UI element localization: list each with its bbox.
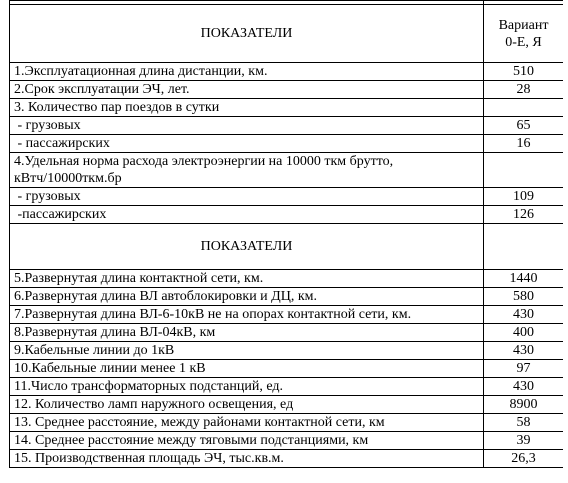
table-row [10, 288, 564, 306]
row-label: 4.Удельная норма расхода электроэнергии на 10000 ткм брутто, кВтч/10000ткм.бр [10, 153, 484, 188]
table-row [10, 432, 564, 450]
row-label: 5.Развернутая длина контактной сети, км. [10, 270, 484, 288]
table-row [10, 206, 564, 224]
section2-header-empty [484, 224, 564, 270]
row-value [484, 153, 564, 188]
variant-header-line1: Вариант [498, 17, 549, 33]
row-label: 2.Срок эксплуатации ЭЧ, лет. [10, 81, 484, 99]
row-value: 16 [484, 135, 564, 153]
row-label: 3. Количество пар поездов в сутки [10, 99, 484, 117]
table-row [10, 342, 564, 360]
table-row [10, 63, 564, 81]
row-label: 12. Количество ламп наружного освещения, ед [10, 396, 484, 414]
row-label: - грузовых [10, 117, 484, 135]
variant-header [484, 5, 564, 63]
table-row [10, 378, 564, 396]
row-label: 1.Эксплуатационная длина дистанции, км. [10, 63, 484, 81]
row-value: 65 [484, 117, 564, 135]
table-row [10, 135, 564, 153]
row-label: - грузовых [10, 188, 484, 206]
table-row [10, 81, 564, 99]
section2-header: ПОКАЗАТЕЛИ [10, 224, 484, 270]
row-label: 13. Среднее расстояние, между районами контактной сети, км [10, 414, 484, 432]
table-row [10, 117, 564, 135]
row-value [484, 99, 564, 117]
row-value: 430 [484, 378, 564, 396]
row-value: 580 [484, 288, 564, 306]
table-row [10, 360, 564, 378]
table-row [10, 450, 564, 468]
header-row [10, 5, 564, 63]
row-label: 10.Кабельные линии менее 1 кВ [10, 360, 484, 378]
table-row [10, 396, 564, 414]
table-row [10, 153, 564, 188]
row-label: 11.Число трансформаторных подстанций, ед. [10, 378, 484, 396]
row-value: 8900 [484, 396, 564, 414]
row-label: 14. Среднее расстояние между тяговыми подстанциями, км [10, 432, 484, 450]
table-row [10, 99, 564, 117]
section2-header-row [10, 224, 564, 270]
row-value: 1440 [484, 270, 564, 288]
row-label: 7.Развернутая длина ВЛ-6-10кВ не на опорах контактной сети, км. [10, 306, 484, 324]
row-value: 126 [484, 206, 564, 224]
row-value: 430 [484, 342, 564, 360]
row-value: 26,3 [484, 450, 564, 468]
row-value: 400 [484, 324, 564, 342]
row-value: 28 [484, 81, 564, 99]
row-value: 97 [484, 360, 564, 378]
indicators-table [9, 0, 563, 468]
row-value: 510 [484, 63, 564, 81]
row-label: 15. Производственная площадь ЭЧ, тыс.кв.м. [10, 450, 484, 468]
row-label: 8.Развернутая длина ВЛ-04кВ, км [10, 324, 484, 342]
table-row [10, 324, 564, 342]
indicators-header [10, 5, 484, 63]
row-label: 9.Кабельные линии до 1кВ [10, 342, 484, 360]
table-row [10, 188, 564, 206]
data-table-frame [9, 0, 563, 483]
row-value: 109 [484, 188, 564, 206]
row-value: 430 [484, 306, 564, 324]
row-value: 58 [484, 414, 564, 432]
row-label: - пассажирских [10, 135, 484, 153]
table-row [10, 306, 564, 324]
row-value: 39 [484, 432, 564, 450]
table-row [10, 270, 564, 288]
indicators-header-text: ПОКАЗАТЕЛИ [200, 26, 293, 41]
row-label: -пассажирских [10, 206, 484, 224]
row-label: 6.Развернутая длина ВЛ автоблокировки и ДЦ, км. [10, 288, 484, 306]
table-row [10, 414, 564, 432]
variant-header-line2: 0-Е, Я [505, 34, 542, 50]
